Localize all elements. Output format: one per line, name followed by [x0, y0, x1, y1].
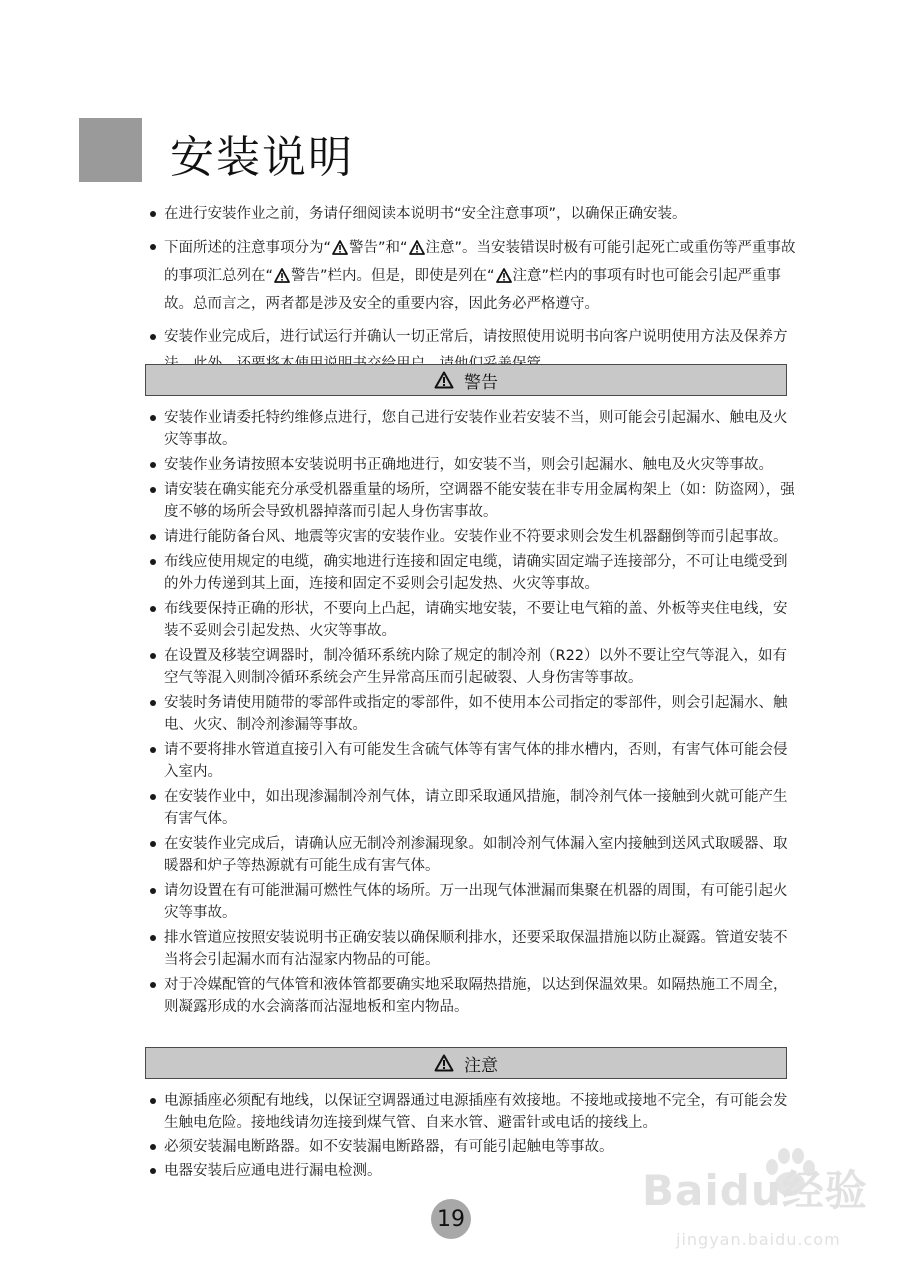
warning-item: 请不要将排水管道直接引入有可能发生含硫气体等有害气体的排水槽内，否则，有害气体可能会侵入室内。 — [150, 739, 800, 783]
caution-item: 电源插座必须配有地线，以保证空调器通过电源插座有效接地。不接地或接地不完全，有可能会发生触电危险。接地线请勿连接到煤气管、自来水管、避雷针或电话的接线上。 — [150, 1090, 800, 1134]
caution-triangle-icon — [496, 268, 512, 283]
caution-triangle-icon — [409, 240, 425, 255]
title-marker-block — [79, 118, 142, 182]
warning-item: 排水管道应按照安装说明书正确安装以确保顺利排水，还要采取保温措施以防止凝露。管道安装不当将会引起漏水而有沾湿家内物品的可能。 — [150, 927, 800, 971]
intro-item-2: 下面所述的注意事项分为“ 警告”和“ 注意”。当安装错误时极有可能引起死亡或重伤等严重事故的事项汇总列在“ 警告”栏内。但是，即使是列在“ 注意”栏内的事项有时也可能会引起严重事故。总而言之，两者都是涉及安全的重要内容，因此务必严格遵守。 — [150, 234, 800, 318]
warning-item: 对于冷媒配管的气体管和液体管都要确实地采取隔热措施，以达到保温效果。如隔热施工不周全，则凝露形成的水会滴落而沾湿地板和室内物品。 — [150, 974, 800, 1018]
caution-section-title: 注意 — [464, 1055, 498, 1076]
warning-section-header — [145, 364, 787, 396]
warning-item: 布线要保持正确的形状，不要向上凸起，请确实地安装，不要让电气箱的盖、外板等夹住电线，安装不妥则会引起发热、火灾等事故。 — [150, 598, 800, 642]
page-number-badge: 19 — [431, 1199, 471, 1239]
warning-item: 安装作业务请按照本安装说明书正确地进行，如安装不当，则会引起漏水、触电及火灾等事故。 — [150, 454, 800, 476]
watermark-logo: Baidu经验 — [642, 1166, 868, 1215]
warning-list — [150, 407, 800, 1021]
warning-item: 在设置及移装空调器时，制冷循环系统内除了规定的制冷剂（R22）以外不要让空气等混入，如有空气等混入则制冷循环系统会产生异常高压而引起破裂、人身伤害等事故。 — [150, 645, 800, 689]
warning-item: 请勿设置在有可能泄漏可燃性气体的场所。万一出现气体泄漏而集聚在机器的周围，有可能引起火灾等事故。 — [150, 880, 800, 924]
intro-list — [150, 201, 800, 384]
watermark-url: jingyan.baidu.com — [676, 1230, 841, 1249]
caution-triangle-icon — [434, 1054, 454, 1072]
caution-section-header — [145, 1047, 787, 1079]
warning-item: 安装作业请委托特约维修点进行，您自己进行安装作业若安装不当，则可能会引起漏水、触电及火灾等事故。 — [150, 407, 800, 451]
caution-item: 电器安装后应通电进行漏电检测。 — [150, 1160, 800, 1182]
warning-item: 安装时务请使用随带的零部件或指定的零部件，如不使用本公司指定的零部件，则会引起漏水、触电、火灾、制冷剂渗漏等事故。 — [150, 692, 800, 736]
warning-item: 在安装作业完成后，请确认应无制冷剂渗漏现象。如制冷剂气体漏入室内接触到送风式取暖器、取暖器和炉子等热源就有可能生成有害气体。 — [150, 833, 800, 877]
intro-item-3: 安装作业完成后，进行试运行并确认一切正常后，请按照使用说明书向客户说明使用方法及保养方 — [150, 324, 800, 378]
warning-triangle-icon — [434, 371, 454, 389]
warning-triangle-icon — [274, 268, 290, 283]
baidu-jingyan-watermark — [640, 1138, 880, 1258]
warning-section-title: 警告 — [464, 372, 498, 393]
warning-item: 请进行能防备台风、地震等灾害的安装作业。安装作业不符要求则会发生机器翻倒等而引起事故。 — [150, 526, 800, 548]
warning-triangle-icon — [332, 240, 348, 255]
intro-item-1: 在进行安装作业之前，务请仔细阅读本说明书“安全注意事项”，以确保正确安装。 — [150, 201, 800, 228]
warning-item: 在安装作业中，如出现渗漏制冷剂气体，请立即采取通风措施，制冷剂气体一接触到火就可能产生有害气体。 — [150, 786, 800, 830]
caution-item: 必须安装漏电断路器。如不安装漏电断路器，有可能引起触电等事故。 — [150, 1136, 800, 1158]
warning-item: 请安装在确实能充分承受机器重量的场所，空调器不能安装在非专用金属构架上（如：防盗网），强度不够的场所会导致机器掉落而引起人身伤害事故。 — [150, 479, 800, 523]
warning-item: 布线应使用规定的电缆，确实地进行连接和固定电缆，请确实固定端子连接部分，不可让电缆受到的外力传递到其上面，连接和固定不妥则会引起发热、火灾等事故。 — [150, 551, 800, 595]
page-title: 安装说明 — [170, 132, 354, 183]
